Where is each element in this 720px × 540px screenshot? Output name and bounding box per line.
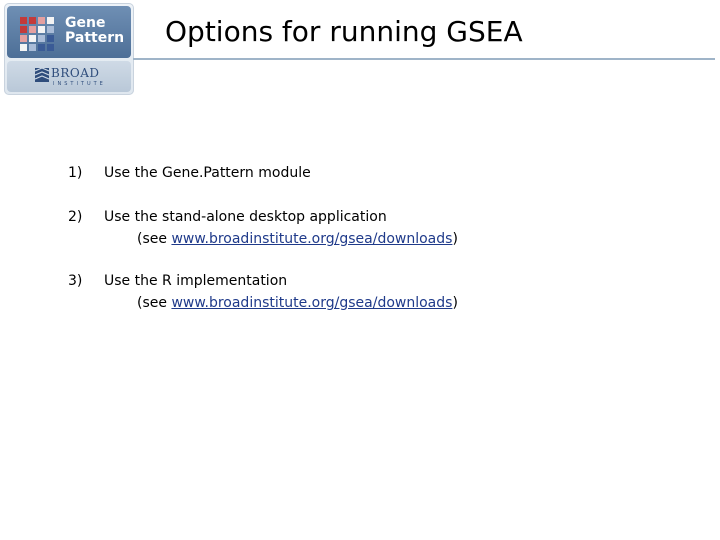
- item-text: Use the stand-alone desktop application: [104, 209, 387, 225]
- subtext-suffix: ): [452, 295, 458, 311]
- logo-pattern-text: Pattern: [65, 30, 125, 46]
- subtext-suffix: ): [452, 231, 458, 247]
- item-number: 2): [68, 209, 83, 225]
- subtext-prefix: (see: [137, 295, 172, 311]
- item-number: 1): [68, 165, 83, 181]
- broad-wordmark: BROAD: [51, 66, 100, 80]
- downloads-link[interactable]: www.broadinstitute.org/gsea/downloads: [171, 295, 453, 311]
- logo-gene-text: Gene: [65, 15, 106, 31]
- item-text: Use the R implementation: [104, 273, 288, 289]
- page-title: Options for running GSEA: [165, 15, 523, 48]
- institute-wordmark: INSTITUTE: [53, 81, 106, 87]
- subtext-prefix: (see: [137, 231, 172, 247]
- downloads-link[interactable]: www.broadinstitute.org/gsea/downloads: [171, 231, 453, 247]
- item-subtext: [137, 292, 458, 314]
- item-number: 3): [68, 273, 83, 289]
- item-text: Use the Gene.Pattern module: [104, 165, 311, 181]
- item-subtext: [137, 228, 458, 250]
